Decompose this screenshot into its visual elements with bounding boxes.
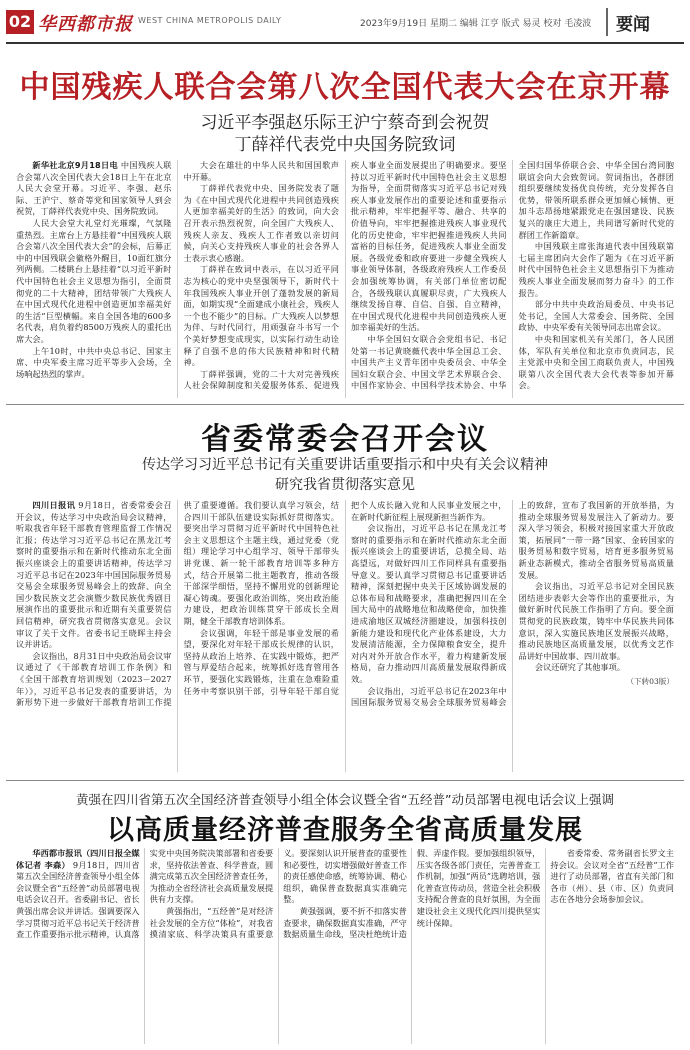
article3-paragraph: 黄强指出，“五经普”是对经济社会发展的全方位“体检”，对我省摸清家底、科学决策具有重要意义。要深刻认识开展普查的重要性和必要性，切实增强做好普查工作的责任感使命感，统筹协调、精心组织，确保普查数据真实准确完整。 (149, 848, 407, 940)
article2-paragraph: 会议还研究了其他事项。 (534, 662, 625, 673)
article2-paragraph: 会议指出，习近平总书记在黑龙江考察时的重要指示和在新时代推动东北全面振兴座谈会上的重要讲话，总揽全局、站高望远，对做好四川工作同样具有重要指导意义。要认真学习贯彻总书记重要讲话精神，深刻把握中央关于区域协调发展的总体布局和战略要求，准确把握四川在全国大局中的战略地位和战略使命，加快推进成渝地区双城经济圈建设，加强科技创新能力建设和现代化产业体系建设，大力发展清洁能源，全力保障粮食安全，提升对内对外开放合作水平，着力构建新发展格局，奋力推动四川高质量发展取得新成效。 (351, 523, 507, 684)
designer-credit: 版式 易灵 (501, 19, 541, 29)
page-number: 02 (6, 10, 34, 34)
article1-paragraph: 丁薛祥强调，党的二十大对完善残疾人社会保障制度和关爱服务体系、促进残疾人事业全面发展提出了明确要求。要坚持以习近平新时代中国特色社会主义思想为指导，全面贯彻落实习近平总书记对残疾人事业发展作出的重要论述和重要指示批示精神，牢牢把握平等、融合、共享的价值导向，牢牢把握推进残疾人事业现代化的历史使命，牢牢把握推进残疾人共同富裕的目标任务，促进残疾人事业全面发展。各级党委和政府要进一步健全残疾人事业领导体制，各级政府残疾人工作委员会加强统筹协调，有关部门单位密切配合，各级残联认真履职尽责，广大残疾人继续发扬自尊、自信、自强、自立精神，在中国式现代化进程中共同创造残疾人更加幸福美好的生活。 (183, 160, 507, 391)
proofreader-credit: 校对 毛凌波 (543, 19, 592, 29)
article1-paragraph: 中国残联主席张海迪代表中国残联第七届主席团向大会作了题为《在习近平新时代中国特色社会主义思想指引下为推动残疾人事业全面发展而努力奋斗》的工作报告。 (518, 241, 674, 298)
article2-subhead-1: 传达学习习近平总书记有关重要讲话重要指示和中央有关会议精神 (142, 457, 548, 473)
article2-paragraph: 9月18日，省委常委会召开会议，传达学习中央政治局会议精神，听取我省年轻干部教育管理监督工作情况汇报；传达学习习近平总书记在黑龙江考察时的重要指示和在新时代推动东北全面振兴座谈会上的重要讲话精神，传达学习习近平总书记在2023年中国国际服务贸易交易会全球服务贸易峰会上的致辞、向全国少数民族文艺会演暨少数民族优秀剧目展演作出的重要批示和近期有关重要贺信回信精神，研究我省贯彻落实意见。会议审议了关于文件。省委书记王晓晖主持会议并讲话。 (16, 500, 172, 650)
article2-paragraph: 会议指出，习近平总书记对全国民族团结进步表彰大会等作出的重要批示，为做好新时代民族工作指明了方向。要全面贯彻党的民族政策，铸牢中华民族共同体意识，深入实施民族地区发展振兴战略，推动民族地区高质量发展，以优秀文艺作品讲好中国故事、四川故事。 (518, 581, 674, 661)
article2-paragraph: 会议强调，年轻干部是事业发展的希望，要深化对年轻干部成长规律的认识，坚持从政治上培养、在实践中锻炼，把严管与厚爱结合起来，统筹抓好选育管用各环节，要强化实践锻炼，注重在急难险重任务中考察识别干部，引导年轻干部自觉把个人成长融入党和人民事业发展之中，在新时代新征程上展现新担当新作为。 (183, 500, 507, 696)
article2-dateline: 四川日报讯 (32, 500, 76, 510)
article3-kicker: 黄强在四川省第五次全国经济普查领导小组全体会议暨全省“五经普”动员部署电视电话会议上强调 (76, 792, 614, 807)
article1-paragraph: 大会在雄壮的中华人民共和国国歌声中开幕。 (183, 160, 339, 182)
article1-subhead-1: 习近平李强赵乐际王沪宁蔡奇到会祝贺 (200, 113, 490, 133)
paper-name: 华西都市报 (38, 14, 133, 35)
article1-paragraph: 中央和国家机关有关部门，各人民团体，军队有关单位和北京市负责同志，民主党派中央和全国工商联负责人，中国残联第八次全国代表大会代表等参加开幕会。 (518, 333, 674, 391)
edition-info (360, 16, 591, 29)
article1-paragraph: 人民大会堂大礼堂灯光璀璨，气氛隆重热烈。主席台上方悬挂着“中国残疾人联合会第八次全国代表大会”的会标，后幕正中的中国残联会徽格外醒目，10面红旗分列两侧。二楼眺台上悬挂着“以习近平新时代中国特色社会主义思想为指引，全面贯彻党的二十大精神，团结带领广大残疾人在中国式现代化进程中创造更加幸福美好的生活”巨型横幅。来自全国各地的600多名代表，肩负着约8500万残疾人的重托出席大会。 (16, 217, 172, 344)
article3-paragraph: 省委常委、常务副省长罗文主持会议。会议对全省“五经普”工作进行了动员部署，省直有关部门和各市（州）、县（市、区）负责同志在各地分会场参加会议。 (550, 848, 674, 905)
article2-body (16, 500, 674, 772)
article1-dateline: 新华社北京9月18日电 (32, 160, 118, 170)
article2-paragraph: 会议指出，习近平总书记在2023年中国国际服务贸易交易会全球服务贸易峰会上的致辞，宣布了我国新的开放举措，为推动全球服务贸易发展注入了新动力。要深入学习领会，积极对接国家重大开放政策，拓展同“一带一路”国家、金砖国家的服务贸易和数字贸易，培育更多服务贸易新业态新模式，推动全省服务贸易高质量发展。 (351, 500, 674, 708)
article3-dateline: 华西都市报讯（四川日报全媒体记者 李森） (16, 848, 140, 870)
article2-headline: 省委常委会召开会议 (201, 422, 489, 457)
article2-paragraph: 会议指出，8月31日中央政治局会议审议通过了《干部教育培训工作条例》和《全国干部教育培训规划（2023－2027年）》，习近平总书记发表的重要讲话，为新形势下进一步做好干部教育培训工作提供了重要遵循。我们要认真学习领会，结合四川干部队伍建设实际抓好贯彻落实。要突出学习贯彻习近平新时代中国特色社会主义思想这个主题主线，通过党委（党组）理论学习中心组学习、领导干部带头讲党课、新一轮干部教育培训等多种方式，结合开展第二批主题教育，推动各级干部深学细悟，坚持不懈用党的创新理论凝心铸魂。要强化政治训练，突出政治能力建设，把政治训练贯穿干部成长全周期，健全干部教育培训体系。 (16, 500, 339, 708)
editor-credit: 编辑 江亨 (459, 19, 499, 29)
article1-paragraph: 中华全国妇女联合会党组书记、书记处第一书记黄晓薇代表中华全国总工会、中国共产主义青年团中央委员会、中华全国妇女联合会、中国文学艺术界联合会、中国作家协会、中国科学技术协会、中华全国归国华侨联合会、中华全国台湾同胞联谊会向大会致贺词。贺词指出，各群团组织要继续发扬优良传统，充分发挥各自优势，带领所联系群众更加倾心倾情、更加斗志昂扬地紧跟党走在强国建设、民族复兴的康庄大道上，共同谱写新时代党的群团工作新篇章。 (351, 160, 674, 391)
article1-headline: 中国残疾人联合会第八次全国代表大会在京开幕 (19, 70, 671, 105)
article3-headline: 以高质量经济普查服务全省高质量发展 (107, 815, 583, 846)
article1-paragraph: 丁薛祥在致词中表示，在以习近平同志为核心的党中央坚强领导下，新时代十年我国残疾人事业开创了蓬勃发展的新局面，如期实现“全面建成小康社会，残疾人一个也不能少”的目标。广大残疾人以梦想为伴、与时代同行，用顽强奋斗书写一个个美好梦想变成现实，以实际行动生动诠释了自强不息的伟大民族精神和时代精神。 (183, 264, 339, 368)
article-divider (6, 404, 684, 405)
paper-name-english: WEST CHINA METROPOLIS DAILY (138, 16, 282, 25)
article1-paragraph: 上午10时，中共中央总书记、国家主席、中央军委主席习近平等步入会场，全场响起热烈的掌声。 (16, 345, 172, 379)
article3-paragraph: 9月18日，四川省第五次全国经济普查领导小组全体会议暨全省“五经普”动员部署电视电话会议召开。省委副书记、省长黄强出席会议并讲话。强调要深入学习贯彻习近平总书记关于经济普查工作重要指示批示精神，认真落实党中央国务院决策部署和省委要求，坚持依法普查、科学普查，圆满完成第五次全国经济普查任务，为推动全省经济社会高质量发展提供有力支撑。 (16, 848, 274, 940)
header-separator (606, 8, 608, 36)
edition-date: 2023年9月19日 星期二 (360, 19, 457, 29)
header-rule (6, 42, 684, 44)
section-name: 要闻 (616, 15, 650, 35)
article3-body (16, 848, 674, 1044)
article3-paragraph: 黄强强调，要不折不扣落实普查要求，确保数据真实准确，严守数据质量生命线，坚决杜绝统计造假、弄虚作假。要加强组织领导，压实各级各部门责任，完善普查工作机制，加强“两员”选聘培训，强化普查宣传动员，营造全社会积极支持配合普查的良好氛围，为全面建设社会主义现代化四川提供坚实统计保障。 (283, 848, 541, 940)
article1-paragraph: 丁薛祥代表党中央、国务院发表了题为《在中国式现代化进程中共同创造残疾人更加幸福美好的生活》的致词，向大会召开表示热烈祝贺，向全国广大残疾人、残疾人亲友、残疾人工作者致以亲切问候，向关心支持残疾人事业的社会各界人士表示衷心感谢。 (183, 183, 339, 263)
article2-subhead-2: 研究我省贯彻落实意见 (275, 477, 415, 493)
article1-body (16, 160, 674, 398)
article2-continued-note: （下转03版） (626, 676, 674, 686)
article1-paragraph: 部分中共中央政治局委员、中央书记处书记，全国人大常委会、国务院、全国政协、中央军委有关领导同志出席会议。 (518, 299, 674, 333)
article1-subhead-2: 丁薛祥代表党中央国务院致词 (234, 135, 456, 155)
article-divider (6, 780, 684, 781)
article1-paragraph: 中国残疾人联合会第八次全国代表大会18日上午在北京人民大会堂开幕。习近平、李强、赵乐际、王沪宁、蔡奇等党和国家领导人到会祝贺，丁薛祥代表党中央、国务院致词。 (16, 160, 172, 217)
page-header (0, 0, 690, 44)
